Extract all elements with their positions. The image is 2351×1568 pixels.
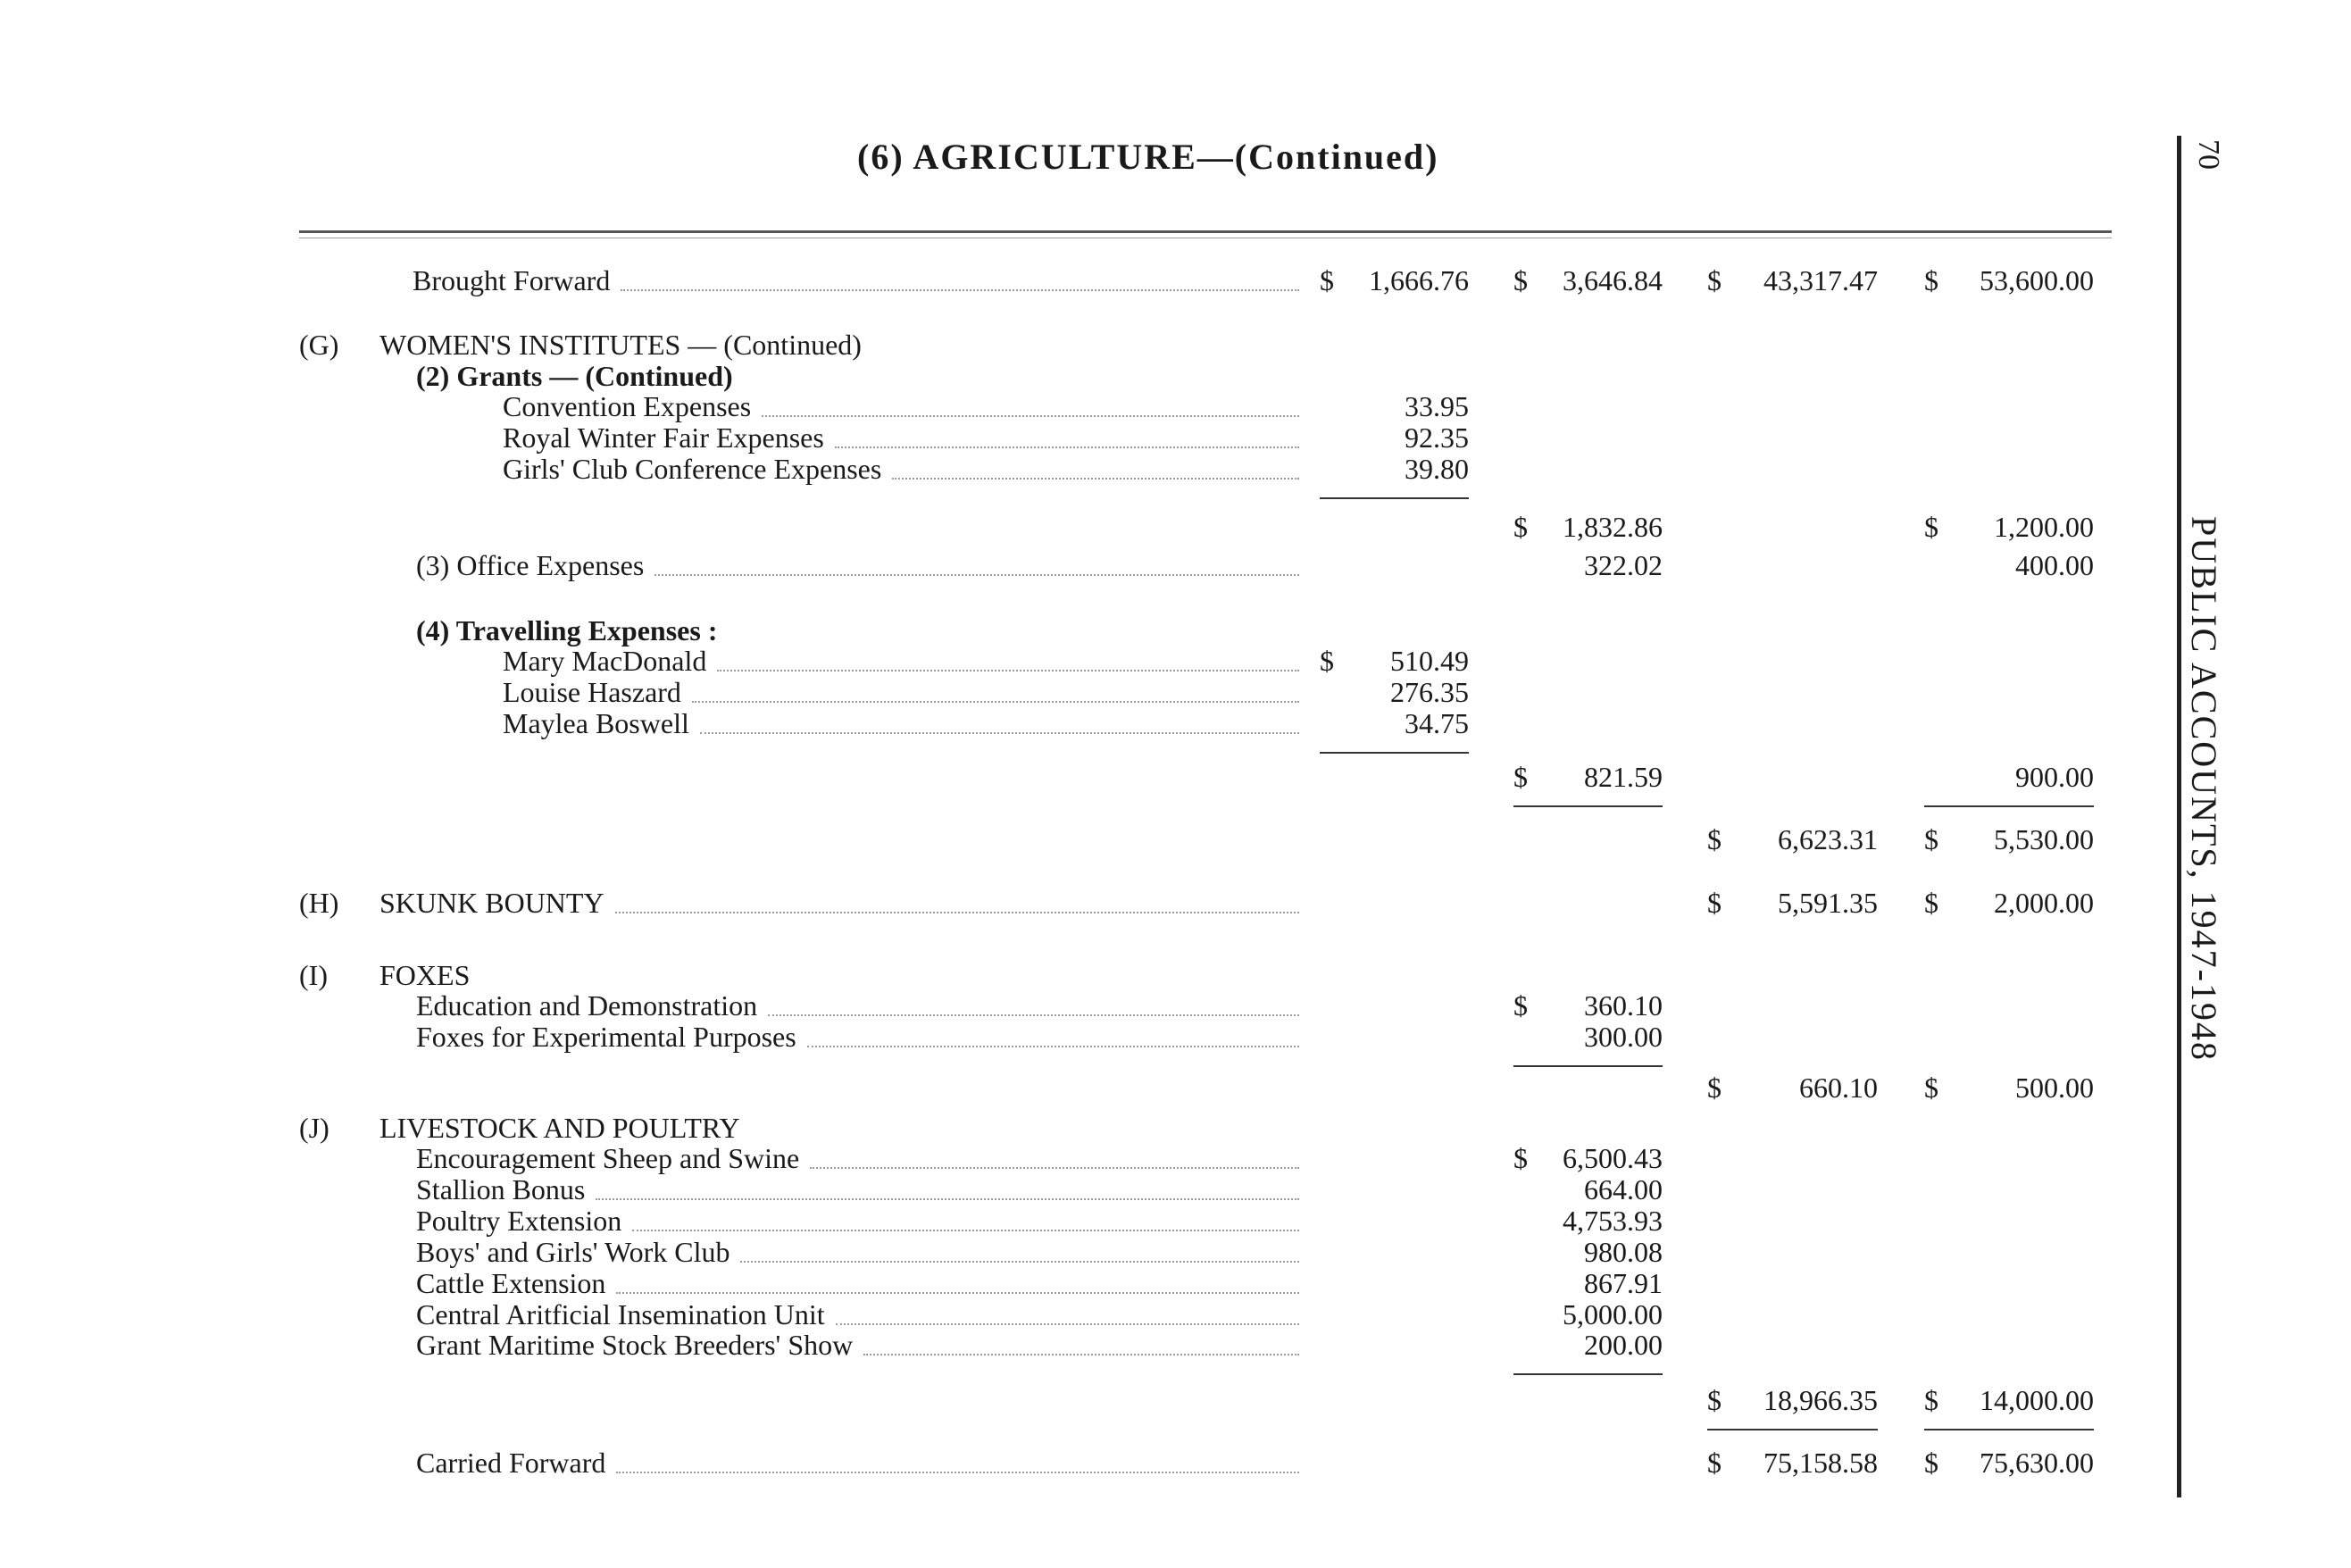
amount-c2: 360.10	[1584, 989, 1663, 1022]
table-row	[0, 264, 2161, 296]
row-label: Poultry Extension	[416, 1205, 622, 1237]
dot-leader	[892, 478, 1299, 480]
currency-sign: $	[1513, 264, 1528, 296]
page-number: 70	[2192, 139, 2225, 170]
amount-c4: 1,200.00	[1994, 511, 2094, 543]
dot-leader	[692, 701, 1299, 703]
amount-c4: 2,000.00	[1994, 887, 2094, 919]
section-letter: (J)	[299, 1112, 329, 1144]
row-label: Royal Winter Fair Expenses	[503, 421, 824, 454]
amount-c2: 322.02	[1584, 549, 1663, 581]
row-label: Cattle Extension	[416, 1267, 606, 1299]
table-row	[0, 614, 2161, 646]
currency-sign: $	[1513, 989, 1528, 1022]
currency-sign: $	[1707, 264, 1722, 296]
subtotal-rule	[1320, 497, 1469, 499]
amount-c4: 53,600.00	[1980, 264, 2094, 296]
table-row	[0, 707, 2161, 739]
amount-c1: 276.35	[1390, 676, 1469, 708]
dot-leader	[621, 289, 1299, 291]
currency-sign: $	[1707, 887, 1722, 919]
table-row	[0, 959, 2161, 991]
table-row	[0, 1298, 2161, 1330]
amount-c3: 5,591.35	[1778, 887, 1878, 919]
running-title: PUBLIC ACCOUNTS, 1947-1948	[2184, 516, 2224, 1062]
currency-sign: $	[1924, 511, 1938, 543]
subtotal-rule	[1513, 1065, 1663, 1067]
dot-leader	[616, 1292, 1299, 1294]
section-letter: (G)	[299, 329, 339, 361]
row-label: (3) Office Expenses	[416, 549, 645, 581]
table-row	[0, 645, 2161, 677]
table-row	[0, 1329, 2161, 1361]
amount-c2: 200.00	[1584, 1329, 1663, 1361]
section-letter: (I)	[299, 959, 328, 991]
amount-c1: 92.35	[1405, 421, 1469, 454]
amount-c2: 3,646.84	[1563, 264, 1663, 296]
currency-sign: $	[1924, 1447, 1938, 1479]
subtotal-rule	[1707, 1429, 1878, 1430]
amount-c2: 5,000.00	[1563, 1298, 1663, 1330]
table-row	[0, 1236, 2161, 1268]
amount-c1: 1,666.76	[1369, 264, 1469, 296]
amount-c1: 34.75	[1405, 707, 1469, 739]
dot-leader	[654, 574, 1299, 576]
table-row	[0, 1384, 2161, 1416]
amount-c1: 33.95	[1405, 390, 1469, 422]
section-letter: (H)	[299, 887, 339, 919]
table-row	[0, 390, 2161, 422]
amount-c2: 6,500.43	[1563, 1142, 1663, 1174]
currency-sign: $	[1707, 823, 1722, 855]
row-label: Convention Expenses	[503, 390, 752, 422]
table-row	[0, 1072, 2161, 1104]
amount-c4: 5,530.00	[1994, 823, 2094, 855]
amount-c4: 14,000.00	[1980, 1384, 2094, 1416]
subtotal-rule	[1320, 752, 1469, 754]
currency-sign: $	[1513, 761, 1528, 793]
table-row	[0, 549, 2161, 581]
table-row	[0, 1173, 2161, 1205]
dot-leader	[616, 1472, 1299, 1473]
row-label: Carried Forward	[416, 1447, 606, 1479]
table-row	[0, 1112, 2161, 1144]
currency-sign: $	[1924, 823, 1938, 855]
table-row	[0, 1142, 2161, 1174]
currency-sign: $	[1707, 1384, 1722, 1416]
amount-c2: 664.00	[1584, 1173, 1663, 1205]
amount-c4: 900.00	[2015, 761, 2094, 793]
currency-sign: $	[1513, 511, 1528, 543]
dot-leader	[835, 446, 1299, 448]
amount-c3: 75,158.58	[1763, 1447, 1878, 1479]
side-rule	[2177, 136, 2181, 1497]
page-title: (6) AGRICULTURE—(Continued)	[857, 137, 1439, 177]
amount-c1: 39.80	[1405, 453, 1469, 485]
dot-leader	[740, 1261, 1299, 1263]
table-row	[0, 761, 2161, 793]
row-label: Encouragement Sheep and Swine	[416, 1142, 800, 1174]
subtotal-rule	[1513, 805, 1663, 807]
table-row	[0, 511, 2161, 543]
row-label: Louise Haszard	[503, 676, 681, 708]
amount-c1: 510.49	[1390, 645, 1469, 677]
dot-leader	[810, 1167, 1299, 1169]
table-row	[0, 1267, 2161, 1299]
dot-leader	[596, 1198, 1299, 1200]
row-label: FOXES	[379, 959, 471, 991]
currency-sign: $	[1924, 264, 1938, 296]
amount-c2: 1,832.86	[1563, 511, 1663, 543]
row-label: LIVESTOCK AND POULTRY	[379, 1112, 740, 1144]
row-label: Central Aritficial Insemination Unit	[416, 1298, 825, 1330]
currency-sign: $	[1513, 1142, 1528, 1174]
dot-leader	[836, 1323, 1299, 1325]
amount-c2: 867.91	[1584, 1267, 1663, 1299]
dot-leader	[768, 1014, 1299, 1016]
amount-c4: 75,630.00	[1980, 1447, 2094, 1479]
row-label: Mary MacDonald	[503, 645, 707, 677]
currency-sign: $	[1320, 264, 1334, 296]
amount-c3: 18,966.35	[1763, 1384, 1878, 1416]
table-row	[0, 1447, 2161, 1479]
table-row	[0, 676, 2161, 708]
amount-c2: 4,753.93	[1563, 1205, 1663, 1237]
table-row	[0, 421, 2161, 454]
subtotal-rule	[1924, 1429, 2094, 1430]
dot-leader	[717, 670, 1299, 671]
row-label: Boys' and Girls' Work Club	[416, 1236, 730, 1268]
amount-c4: 500.00	[2015, 1072, 2094, 1104]
table-row	[0, 360, 2161, 392]
subtotal-rule	[1513, 1373, 1663, 1375]
amount-c4: 400.00	[2015, 549, 2094, 581]
row-label: Maylea Boswell	[503, 707, 689, 739]
currency-sign: $	[1924, 1072, 1938, 1104]
dot-leader	[700, 732, 1299, 734]
amount-c2: 300.00	[1584, 1021, 1663, 1053]
dot-leader	[762, 415, 1299, 417]
currency-sign: $	[1320, 645, 1334, 677]
amount-c3: 43,317.47	[1763, 264, 1878, 296]
amount-c3: 6,623.31	[1778, 823, 1878, 855]
dot-leader	[807, 1046, 1299, 1047]
subtotal-rule	[1924, 805, 2094, 807]
amount-c3: 660.10	[1799, 1072, 1878, 1104]
table-row	[0, 329, 2161, 361]
table-row	[0, 453, 2161, 485]
row-label: Grant Maritime Stock Breeders' Show	[416, 1329, 854, 1361]
table-row	[0, 1205, 2161, 1237]
table-row	[0, 989, 2161, 1022]
currency-sign: $	[1924, 1384, 1938, 1416]
row-label: Education and Demonstration	[416, 989, 758, 1022]
currency-sign: $	[1924, 887, 1938, 919]
row-label: (4) Travelling Expenses :	[416, 614, 718, 646]
row-label: Brought Forward	[413, 264, 611, 296]
dot-leader	[632, 1230, 1299, 1231]
table-row	[0, 1021, 2161, 1053]
row-label: WOMEN'S INSTITUTES — (Continued)	[379, 329, 862, 361]
dot-leader	[615, 912, 1299, 913]
table-row	[0, 823, 2161, 855]
dot-leader	[863, 1354, 1299, 1355]
table-row	[0, 887, 2161, 919]
header-rule	[299, 230, 2112, 233]
row-label: (2) Grants — (Continued)	[416, 360, 733, 392]
amount-c2: 980.08	[1584, 1236, 1663, 1268]
currency-sign: $	[1707, 1072, 1722, 1104]
row-label: Stallion Bonus	[416, 1173, 586, 1205]
row-label: Girls' Club Conference Expenses	[503, 453, 882, 485]
row-label: SKUNK BOUNTY	[379, 887, 604, 919]
amount-c2: 821.59	[1584, 761, 1663, 793]
row-label: Foxes for Experimental Purposes	[416, 1021, 796, 1053]
currency-sign: $	[1707, 1447, 1722, 1479]
